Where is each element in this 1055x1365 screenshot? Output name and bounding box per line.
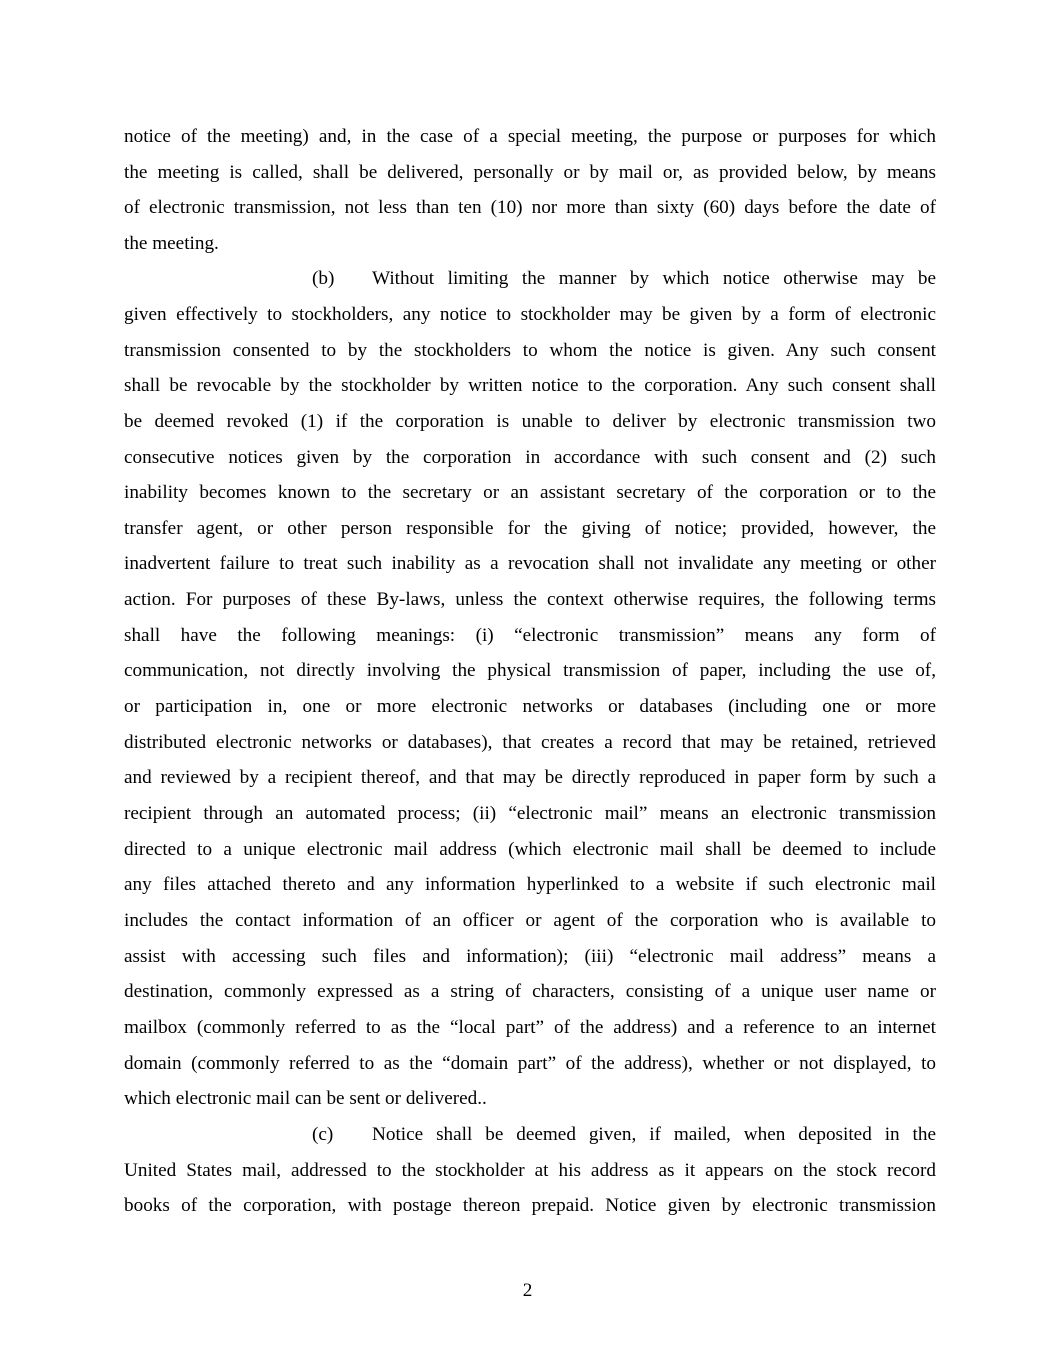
text-line: distributed electronic networks or databases), that creates a record that may be retained, retrieved	[124, 732, 936, 753]
text-line: assist with accessing such files and information); (iii) “electronic mail address” means a	[124, 946, 936, 967]
text-line: includes the contact information of an officer or agent of the corporation who is available to	[124, 910, 936, 931]
text-line: action. For purposes of these By-laws, unless the context otherwise requires, the following terms	[124, 589, 936, 610]
text-line: United States mail, addressed to the stockholder at his address as it appears on the stock record	[124, 1160, 936, 1181]
text-line: be deemed revoked (1) if the corporation is unable to deliver by electronic transmission two	[124, 411, 936, 432]
text-line: transfer agent, or other person responsible for the giving of notice; provided, however, the	[124, 518, 936, 539]
text-line: domain (commonly referred to as the “domain part” of the address), whether or not displayed, to	[124, 1053, 936, 1074]
text-line: or participation in, one or more electronic networks or databases (including one or more	[124, 696, 936, 717]
text-line: destination, commonly expressed as a string of characters, consisting of a unique user name or	[124, 981, 936, 1002]
paragraph-lead: Without limiting the manner by which notice otherwise may be	[372, 268, 936, 289]
paragraph-marker: (c)	[312, 1124, 334, 1145]
text-line: directed to a unique electronic mail address (which electronic mail shall be deemed to include	[124, 839, 936, 860]
page-number: 2	[522, 1280, 533, 1301]
text-line: and reviewed by a recipient thereof, and that may be directly reproduced in paper form by such a	[124, 767, 936, 788]
text-line: mailbox (commonly referred to as the “local part” of the address) and a reference to an internet	[124, 1017, 936, 1038]
text-line: inadvertent failure to treat such inability as a revocation shall not invalidate any meeting or other	[124, 553, 936, 574]
text-line: transmission consented to by the stockholders to whom the notice is given. Any such consent	[124, 340, 936, 361]
text-line: shall be revocable by the stockholder by written notice to the corporation. Any such consent shall	[124, 375, 936, 396]
text-line: communication, not directly involving the physical transmission of paper, including the use of,	[124, 660, 936, 681]
paragraph-marker: (b)	[312, 268, 335, 289]
text-line: inability becomes known to the secretary or an assistant secretary of the corporation or to the	[124, 482, 936, 503]
text-line: the meeting is called, shall be delivered, personally or by mail or, as provided below, by means	[124, 162, 936, 183]
text-line: recipient through an automated process; (ii) “electronic mail” means an electronic transmission	[124, 803, 936, 824]
text-line: given effectively to stockholders, any notice to stockholder may be given by a form of electronic	[124, 304, 936, 325]
text-line: books of the corporation, with postage thereon prepaid. Notice given by electronic transmission	[124, 1195, 936, 1216]
text-line: consecutive notices given by the corporation in accordance with such consent and (2) such	[124, 447, 936, 468]
text-line: the meeting.	[124, 233, 219, 254]
text-line: shall have the following meanings: (i) “electronic transmission” means any form of	[124, 625, 936, 646]
text-line: of electronic transmission, not less than ten (10) nor more than sixty (60) days before the date of	[124, 197, 936, 218]
text-line: any files attached thereto and any information hyperlinked to a website if such electronic mail	[124, 874, 936, 895]
text-line: notice of the meeting) and, in the case of a special meeting, the purpose or purposes for which	[124, 126, 936, 147]
text-line: which electronic mail can be sent or delivered..	[124, 1088, 487, 1109]
paragraph-lead: Notice shall be deemed given, if mailed, when deposited in the	[372, 1124, 936, 1145]
